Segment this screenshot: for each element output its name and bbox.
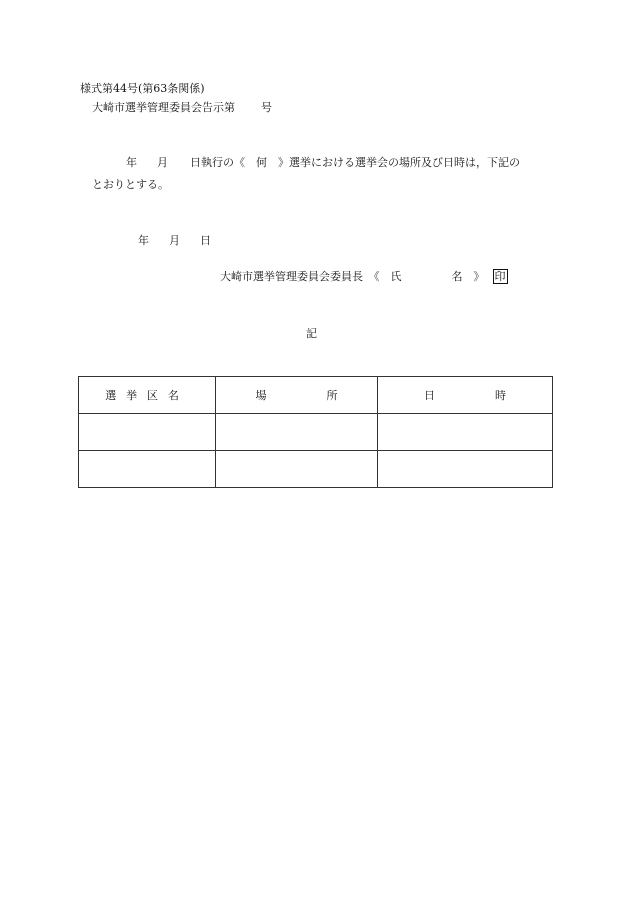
notice-prefix: 大崎市選挙管理委員会告示第 [92, 101, 235, 114]
header-location: 場 所 [216, 377, 378, 414]
notice-number-line [92, 99, 272, 115]
table-row [79, 451, 553, 488]
seal-mark: 印 [494, 270, 506, 283]
date-day: 日 [200, 234, 211, 247]
table-cell-location[interactable] [216, 451, 378, 488]
table-row [79, 414, 553, 451]
body-month: 月 [157, 156, 168, 169]
election-schedule-table [78, 376, 553, 488]
form-number: 様式第44号(第63条関係) [80, 82, 205, 95]
ki-heading: 記 [306, 327, 317, 340]
date-year: 年 [138, 234, 149, 247]
table-header-row [79, 377, 553, 414]
header-district-name: 選挙区名 [79, 377, 216, 414]
table-cell-location[interactable] [216, 414, 378, 451]
table-cell-district[interactable] [79, 451, 216, 488]
body-text-line-2: とおりとする。 [92, 178, 169, 191]
signer-line [220, 268, 508, 284]
table-cell-district[interactable] [79, 414, 216, 451]
body-rest: 日執行の《 何 》選挙における選挙会の場所及び日時は，下記の [190, 156, 520, 169]
header-datetime: 日 時 [378, 377, 553, 414]
date-line [138, 232, 211, 248]
date-month: 月 [169, 234, 180, 247]
table-cell-datetime[interactable] [378, 451, 553, 488]
table-cell-datetime[interactable] [378, 414, 553, 451]
signer-name-end: 名 》 [451, 270, 485, 283]
signer-title: 大崎市選挙管理委員会委員長 《 氏 [220, 270, 402, 283]
body-year: 年 [126, 156, 137, 169]
body-text-line-1 [126, 154, 520, 170]
notice-suffix: 号 [261, 101, 272, 114]
